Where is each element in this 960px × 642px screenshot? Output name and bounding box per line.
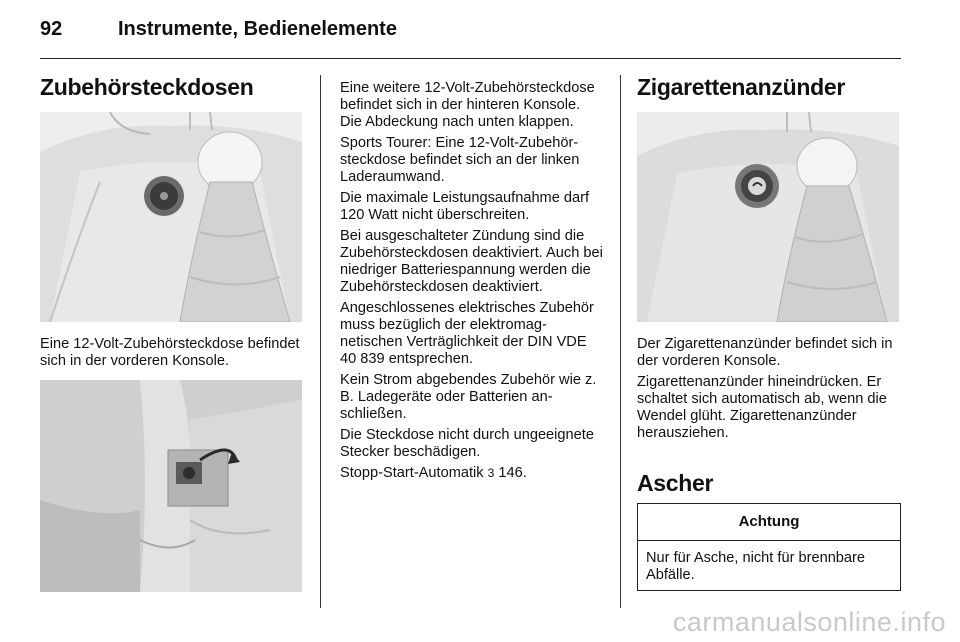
socket-text-column [340, 80, 604, 486]
paragraph: Kein Strom abgebendes Zubehör wie z. B. Ladegeräte oder Batterien anschließen. [340, 372, 597, 422]
chapter-title: Instrumente, Bedienelemente [118, 18, 397, 40]
paragraph: Zigarettenanzünder hineindrücken. Er schaltet sich automatisch ab, wenn die Wendel glüht. Zigarettenanzünder herausziehen. [637, 374, 887, 441]
header-rule [40, 58, 901, 59]
notice-box [637, 503, 901, 591]
crossref-page: 146. [498, 465, 527, 481]
lighter-text [637, 336, 905, 446]
paragraph: Die Steckdose nicht durch ungeeignete Stecker beschädigen. [340, 427, 594, 460]
column-divider [620, 75, 621, 608]
paragraph: Sports Tourer: Eine 12-Volt-Zubehörsteckdose befindet sich an der linken Laderaumwand. [340, 135, 580, 185]
figure-cigarette-lighter [637, 112, 899, 322]
paragraph: Angeschlossenes elektrisches Zubehör muss bezüglich der elektromagnetischen Verträglichkeit der DIN VDE 40 839 entsprechen. [340, 300, 594, 367]
crossref-text: Stopp-Start-Automatik [340, 465, 484, 481]
cross-reference[interactable] [340, 465, 604, 482]
page-header [40, 18, 397, 48]
section-heading-zubehoersteckdosen: Zubehörsteckdosen [40, 74, 254, 100]
watermark: carmanualsonline.info [672, 607, 946, 637]
column-divider [320, 75, 321, 608]
figure-rear-console-socket [40, 380, 302, 592]
paragraph: Der Zigarettenanzünder befindet sich in der vorderen Konsole. [637, 336, 893, 369]
page-number: 92 [40, 18, 63, 40]
section-heading-ascher: Ascher [637, 470, 714, 496]
caption-front-socket: Eine 12-Volt-Zubehörsteckdose befindet sich in der vorderen Konsole. [40, 336, 300, 369]
paragraph: Eine weitere 12-Volt-Zubehörsteckdose befindet sich in der hinteren Konsole. Die Abdeckung nach unten klappen. [340, 80, 595, 130]
figure-front-console-socket [40, 112, 302, 322]
notice-title: Achtung [638, 504, 900, 541]
paragraph: Die maximale Leistungsaufnahme darf 120 Watt nicht überschreiten. [340, 190, 590, 223]
paragraph: Bei ausgeschalteter Zündung sind die Zubehörsteckdosen deaktiviert. Auch bei niedriger Batteriespannung werden die Zubehörsteckdosen deaktiviert. [340, 228, 603, 295]
crossref-arrow-icon: 3 [487, 466, 495, 480]
section-heading-zigarettenanzuender: Zigarettenanzünder [637, 74, 846, 100]
notice-text: Nur für Asche, nicht für brennbare Abfälle. [646, 550, 866, 583]
